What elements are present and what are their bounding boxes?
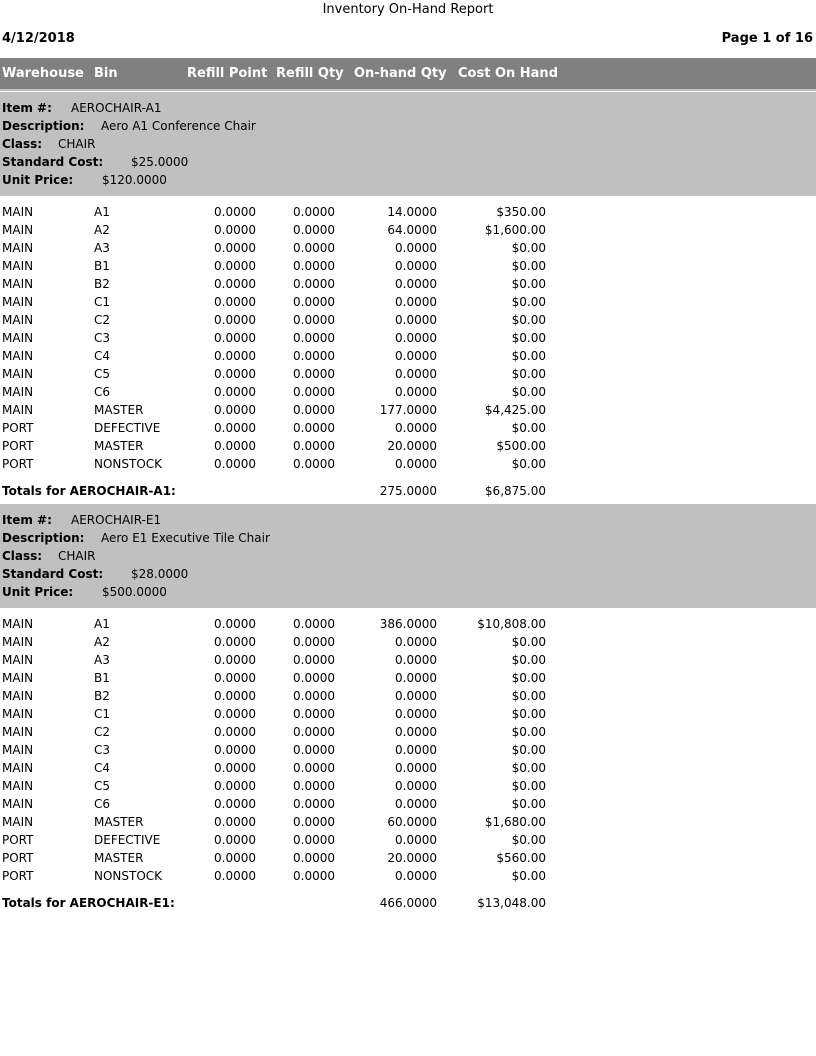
- table-row: [0, 383, 816, 401]
- on-hand-qty-cell: 0.0000: [395, 241, 437, 255]
- warehouse-cell: MAIN: [2, 797, 34, 811]
- class-label: Class:: [2, 137, 43, 151]
- table-row: [0, 849, 816, 867]
- bin-cell: C6: [94, 797, 111, 811]
- item-class: CHAIR: [58, 137, 96, 151]
- on-hand-qty-cell: 0.0000: [395, 295, 437, 309]
- bin-cell: C6: [94, 385, 111, 399]
- warehouse-cell: MAIN: [2, 403, 34, 417]
- refill-point-cell: 0.0000: [214, 707, 256, 721]
- refill-point-cell: 0.0000: [214, 241, 256, 255]
- refill-qty-cell: 0.0000: [293, 743, 335, 757]
- refill-qty-cell: 0.0000: [293, 671, 335, 685]
- on-hand-qty-cell: 0.0000: [395, 869, 437, 883]
- refill-qty-cell: 0.0000: [293, 421, 335, 435]
- refill-point-cell: 0.0000: [214, 689, 256, 703]
- table-row: [0, 257, 816, 275]
- refill-qty-cell: 0.0000: [293, 403, 335, 417]
- unit-price-line: [2, 585, 167, 599]
- refill-qty-cell: 0.0000: [293, 259, 335, 273]
- table-row: [0, 813, 816, 831]
- refill-qty-cell: 0.0000: [293, 205, 335, 219]
- item-number-label: Item #:: [2, 101, 52, 115]
- bin-cell: A1: [94, 617, 110, 631]
- refill-qty-cell: 0.0000: [293, 725, 335, 739]
- table-row: [0, 705, 816, 723]
- on-hand-qty-cell: 0.0000: [395, 277, 437, 291]
- table-row: [0, 615, 816, 633]
- refill-point-cell: 0.0000: [214, 869, 256, 883]
- bin-cell: MASTER: [94, 851, 144, 865]
- on-hand-qty-cell: 0.0000: [395, 707, 437, 721]
- cost-on-hand-cell: $0.00: [511, 779, 546, 793]
- bin-cell: B1: [94, 671, 110, 685]
- on-hand-qty-cell: 0.0000: [395, 349, 437, 363]
- cost-on-hand-cell: $560.00: [496, 851, 546, 865]
- unit-price: $120.0000: [102, 173, 167, 187]
- refill-qty-cell: 0.0000: [293, 653, 335, 667]
- bin-rows: [0, 203, 816, 473]
- on-hand-qty-cell: 0.0000: [395, 761, 437, 775]
- refill-qty-cell: 0.0000: [293, 313, 335, 327]
- refill-point-cell: 0.0000: [214, 743, 256, 757]
- warehouse-cell: PORT: [2, 851, 34, 865]
- refill-point-cell: 0.0000: [214, 779, 256, 793]
- warehouse-cell: MAIN: [2, 779, 34, 793]
- refill-qty-cell: 0.0000: [293, 617, 335, 631]
- standard-cost-label: Standard Cost:: [2, 567, 104, 581]
- table-row: [0, 329, 816, 347]
- standard-cost-label: Standard Cost:: [2, 155, 104, 169]
- refill-point-cell: 0.0000: [214, 653, 256, 667]
- refill-point-cell: 0.0000: [214, 277, 256, 291]
- warehouse-cell: MAIN: [2, 385, 34, 399]
- refill-qty-cell: 0.0000: [293, 223, 335, 237]
- on-hand-qty-cell: 0.0000: [395, 689, 437, 703]
- table-row: [0, 203, 816, 221]
- on-hand-qty-cell: 0.0000: [395, 367, 437, 381]
- item-number-line: [2, 101, 162, 115]
- table-row: [0, 651, 816, 669]
- class-line: [2, 137, 96, 151]
- table-row: [0, 401, 816, 419]
- page-indicator: Page 1 of 16: [721, 31, 813, 46]
- on-hand-qty-cell: 64.0000: [387, 223, 437, 237]
- bin-cell: C5: [94, 779, 111, 793]
- table-row: [0, 419, 816, 437]
- refill-point-cell: 0.0000: [214, 617, 256, 631]
- table-row: [0, 723, 816, 741]
- on-hand-qty-cell: 0.0000: [395, 331, 437, 345]
- total-on-hand-qty: 275.0000: [379, 484, 437, 498]
- cost-on-hand-cell: $0.00: [511, 743, 546, 757]
- warehouse-cell: MAIN: [2, 259, 34, 273]
- on-hand-qty-cell: 60.0000: [387, 815, 437, 829]
- table-row: [0, 669, 816, 687]
- on-hand-qty-cell: 0.0000: [395, 671, 437, 685]
- refill-qty-cell: 0.0000: [293, 635, 335, 649]
- on-hand-qty-cell: 0.0000: [395, 743, 437, 757]
- refill-point-cell: 0.0000: [214, 421, 256, 435]
- cost-on-hand-cell: $0.00: [511, 457, 546, 471]
- warehouse-cell: MAIN: [2, 617, 34, 631]
- on-hand-qty-cell: 0.0000: [395, 313, 437, 327]
- table-row: [0, 777, 816, 795]
- refill-point-cell: 0.0000: [214, 403, 256, 417]
- warehouse-cell: MAIN: [2, 205, 34, 219]
- refill-qty-cell: 0.0000: [293, 833, 335, 847]
- table-row: [0, 867, 816, 885]
- on-hand-qty-cell: 0.0000: [395, 833, 437, 847]
- bin-cell: A2: [94, 223, 110, 237]
- table-row: [0, 687, 816, 705]
- bin-cell: C1: [94, 707, 111, 721]
- on-hand-qty-cell: 0.0000: [395, 779, 437, 793]
- cost-on-hand-cell: $350.00: [496, 205, 546, 219]
- item-number: AEROCHAIR-E1: [71, 513, 162, 527]
- table-row: [0, 239, 816, 257]
- description-label: Description:: [2, 531, 85, 545]
- bin-cell: C3: [94, 743, 111, 757]
- cost-on-hand-cell: $0.00: [511, 349, 546, 363]
- unit-price-label: Unit Price:: [2, 173, 74, 187]
- table-row: [0, 347, 816, 365]
- warehouse-cell: MAIN: [2, 653, 34, 667]
- table-row: [0, 759, 816, 777]
- refill-point-cell: 0.0000: [214, 223, 256, 237]
- totals-label: Totals for AEROCHAIR-E1:: [2, 896, 175, 910]
- on-hand-qty-cell: 0.0000: [395, 725, 437, 739]
- bin-cell: C4: [94, 761, 111, 775]
- refill-qty-cell: 0.0000: [293, 367, 335, 381]
- warehouse-cell: MAIN: [2, 223, 34, 237]
- standard-cost-line: [2, 567, 189, 581]
- item-number-line: [2, 513, 162, 527]
- refill-qty-cell: 0.0000: [293, 815, 335, 829]
- class-label: Class:: [2, 549, 43, 563]
- on-hand-qty-cell: 0.0000: [395, 635, 437, 649]
- header-divider: [0, 89, 816, 91]
- refill-point-cell: 0.0000: [214, 761, 256, 775]
- warehouse-cell: PORT: [2, 833, 34, 847]
- item-number: AEROCHAIR-A1: [71, 101, 162, 115]
- table-row: [0, 633, 816, 651]
- totals-label: Totals for AEROCHAIR-A1:: [2, 484, 176, 498]
- cost-on-hand-cell: $0.00: [511, 331, 546, 345]
- cost-on-hand-cell: $0.00: [511, 313, 546, 327]
- warehouse-cell: MAIN: [2, 707, 34, 721]
- bin-cell: B2: [94, 277, 110, 291]
- warehouse-cell: MAIN: [2, 689, 34, 703]
- bin-cell: A2: [94, 635, 110, 649]
- col-cost-on-hand: Cost On Hand: [458, 66, 558, 81]
- bin-cell: C4: [94, 349, 111, 363]
- refill-point-cell: 0.0000: [214, 259, 256, 273]
- refill-qty-cell: 0.0000: [293, 707, 335, 721]
- warehouse-cell: MAIN: [2, 241, 34, 255]
- warehouse-cell: PORT: [2, 421, 34, 435]
- table-row: [0, 741, 816, 759]
- totals-row: [0, 484, 816, 502]
- refill-point-cell: 0.0000: [214, 851, 256, 865]
- on-hand-qty-cell: 386.0000: [379, 617, 437, 631]
- col-bin: Bin: [94, 66, 118, 81]
- cost-on-hand-cell: $0.00: [511, 385, 546, 399]
- refill-point-cell: 0.0000: [214, 725, 256, 739]
- cost-on-hand-cell: $500.00: [496, 439, 546, 453]
- refill-point-cell: 0.0000: [214, 815, 256, 829]
- refill-point-cell: 0.0000: [214, 635, 256, 649]
- refill-point-cell: 0.0000: [214, 833, 256, 847]
- warehouse-cell: MAIN: [2, 277, 34, 291]
- cost-on-hand-cell: $0.00: [511, 295, 546, 309]
- refill-point-cell: 0.0000: [214, 313, 256, 327]
- cost-on-hand-cell: $0.00: [511, 689, 546, 703]
- item-number-label: Item #:: [2, 513, 52, 527]
- warehouse-cell: MAIN: [2, 367, 34, 381]
- warehouse-cell: MAIN: [2, 349, 34, 363]
- cost-on-hand-cell: $0.00: [511, 653, 546, 667]
- warehouse-cell: PORT: [2, 439, 34, 453]
- description: Aero E1 Executive Tile Chair: [101, 531, 270, 545]
- standard-cost: $28.0000: [131, 567, 189, 581]
- cost-on-hand-cell: $1,600.00: [484, 223, 546, 237]
- refill-point-cell: 0.0000: [214, 367, 256, 381]
- total-cost-on-hand: $13,048.00: [477, 896, 546, 910]
- refill-qty-cell: 0.0000: [293, 385, 335, 399]
- table-row: [0, 831, 816, 849]
- warehouse-cell: MAIN: [2, 671, 34, 685]
- refill-qty-cell: 0.0000: [293, 349, 335, 363]
- cost-on-hand-cell: $0.00: [511, 635, 546, 649]
- refill-point-cell: 0.0000: [214, 385, 256, 399]
- bin-cell: DEFECTIVE: [94, 833, 161, 847]
- cost-on-hand-cell: $10,808.00: [477, 617, 546, 631]
- item-class: CHAIR: [58, 549, 96, 563]
- bin-cell: A3: [94, 241, 110, 255]
- refill-point-cell: 0.0000: [214, 349, 256, 363]
- cost-on-hand-cell: $0.00: [511, 367, 546, 381]
- col-on-hand-qty: On-hand Qty: [354, 66, 447, 81]
- standard-cost: $25.0000: [131, 155, 189, 169]
- refill-point-cell: 0.0000: [214, 671, 256, 685]
- bin-rows: [0, 615, 816, 885]
- on-hand-qty-cell: 0.0000: [395, 457, 437, 471]
- on-hand-qty-cell: 20.0000: [387, 851, 437, 865]
- table-row: [0, 293, 816, 311]
- warehouse-cell: MAIN: [2, 635, 34, 649]
- cost-on-hand-cell: $0.00: [511, 421, 546, 435]
- bin-cell: A1: [94, 205, 110, 219]
- unit-price-line: [2, 173, 167, 187]
- bin-cell: A3: [94, 653, 110, 667]
- col-refill-point: Refill Point: [187, 66, 268, 81]
- on-hand-qty-cell: 14.0000: [387, 205, 437, 219]
- refill-qty-cell: 0.0000: [293, 689, 335, 703]
- item-info-block: [0, 92, 816, 196]
- on-hand-qty-cell: 0.0000: [395, 421, 437, 435]
- refill-point-cell: 0.0000: [214, 205, 256, 219]
- table-row: [0, 365, 816, 383]
- cost-on-hand-cell: $0.00: [511, 833, 546, 847]
- bin-cell: B2: [94, 689, 110, 703]
- table-row: [0, 275, 816, 293]
- bin-cell: C5: [94, 367, 111, 381]
- cost-on-hand-cell: $0.00: [511, 869, 546, 883]
- on-hand-qty-cell: 0.0000: [395, 259, 437, 273]
- refill-point-cell: 0.0000: [214, 797, 256, 811]
- on-hand-qty-cell: 0.0000: [395, 653, 437, 667]
- warehouse-cell: MAIN: [2, 331, 34, 345]
- description: Aero A1 Conference Chair: [101, 119, 256, 133]
- refill-qty-cell: 0.0000: [293, 277, 335, 291]
- refill-qty-cell: 0.0000: [293, 457, 335, 471]
- warehouse-cell: MAIN: [2, 725, 34, 739]
- column-header-bar: [0, 58, 816, 89]
- standard-cost-line: [2, 155, 189, 169]
- warehouse-cell: MAIN: [2, 743, 34, 757]
- table-row: [0, 311, 816, 329]
- bin-cell: MASTER: [94, 815, 144, 829]
- col-warehouse: Warehouse: [2, 66, 84, 81]
- bin-cell: NONSTOCK: [94, 457, 163, 471]
- cost-on-hand-cell: $0.00: [511, 707, 546, 721]
- total-on-hand-qty: 466.0000: [379, 896, 437, 910]
- cost-on-hand-cell: $1,680.00: [484, 815, 546, 829]
- description-line: [2, 531, 270, 545]
- cost-on-hand-cell: $0.00: [511, 277, 546, 291]
- refill-point-cell: 0.0000: [214, 457, 256, 471]
- bin-cell: MASTER: [94, 403, 144, 417]
- on-hand-qty-cell: 0.0000: [395, 797, 437, 811]
- refill-qty-cell: 0.0000: [293, 331, 335, 345]
- totals-row: [0, 896, 816, 914]
- warehouse-cell: PORT: [2, 869, 34, 883]
- description-line: [2, 119, 256, 133]
- cost-on-hand-cell: $0.00: [511, 259, 546, 273]
- cost-on-hand-cell: $0.00: [511, 671, 546, 685]
- refill-qty-cell: 0.0000: [293, 241, 335, 255]
- refill-point-cell: 0.0000: [214, 295, 256, 309]
- refill-qty-cell: 0.0000: [293, 295, 335, 309]
- cost-on-hand-cell: $0.00: [511, 241, 546, 255]
- table-row: [0, 437, 816, 455]
- bin-cell: C3: [94, 331, 111, 345]
- class-line: [2, 549, 96, 563]
- report-date: 4/12/2018: [2, 31, 75, 46]
- col-refill-qty: Refill Qty: [276, 66, 344, 81]
- bin-cell: DEFECTIVE: [94, 421, 161, 435]
- cost-on-hand-cell: $4,425.00: [484, 403, 546, 417]
- report-title: Inventory On-Hand Report: [322, 2, 494, 17]
- on-hand-qty-cell: 20.0000: [387, 439, 437, 453]
- cost-on-hand-cell: $0.00: [511, 761, 546, 775]
- warehouse-cell: MAIN: [2, 313, 34, 327]
- table-row: [0, 221, 816, 239]
- warehouse-cell: MAIN: [2, 761, 34, 775]
- unit-price: $500.0000: [102, 585, 167, 599]
- bin-cell: C2: [94, 725, 111, 739]
- on-hand-qty-cell: 0.0000: [395, 385, 437, 399]
- refill-qty-cell: 0.0000: [293, 761, 335, 775]
- description-label: Description:: [2, 119, 85, 133]
- refill-point-cell: 0.0000: [214, 331, 256, 345]
- total-cost-on-hand: $6,875.00: [484, 484, 546, 498]
- unit-price-label: Unit Price:: [2, 585, 74, 599]
- bin-cell: B1: [94, 259, 110, 273]
- refill-point-cell: 0.0000: [214, 439, 256, 453]
- refill-qty-cell: 0.0000: [293, 797, 335, 811]
- warehouse-cell: MAIN: [2, 295, 34, 309]
- table-row: [0, 795, 816, 813]
- refill-qty-cell: 0.0000: [293, 779, 335, 793]
- refill-qty-cell: 0.0000: [293, 851, 335, 865]
- bin-cell: NONSTOCK: [94, 869, 163, 883]
- warehouse-cell: PORT: [2, 457, 34, 471]
- cost-on-hand-cell: $0.00: [511, 797, 546, 811]
- refill-qty-cell: 0.0000: [293, 869, 335, 883]
- on-hand-qty-cell: 177.0000: [379, 403, 437, 417]
- refill-qty-cell: 0.0000: [293, 439, 335, 453]
- table-row: [0, 455, 816, 473]
- warehouse-cell: MAIN: [2, 815, 34, 829]
- bin-cell: MASTER: [94, 439, 144, 453]
- bin-cell: C2: [94, 313, 111, 327]
- bin-cell: C1: [94, 295, 111, 309]
- item-info-block: [0, 504, 816, 608]
- cost-on-hand-cell: $0.00: [511, 725, 546, 739]
